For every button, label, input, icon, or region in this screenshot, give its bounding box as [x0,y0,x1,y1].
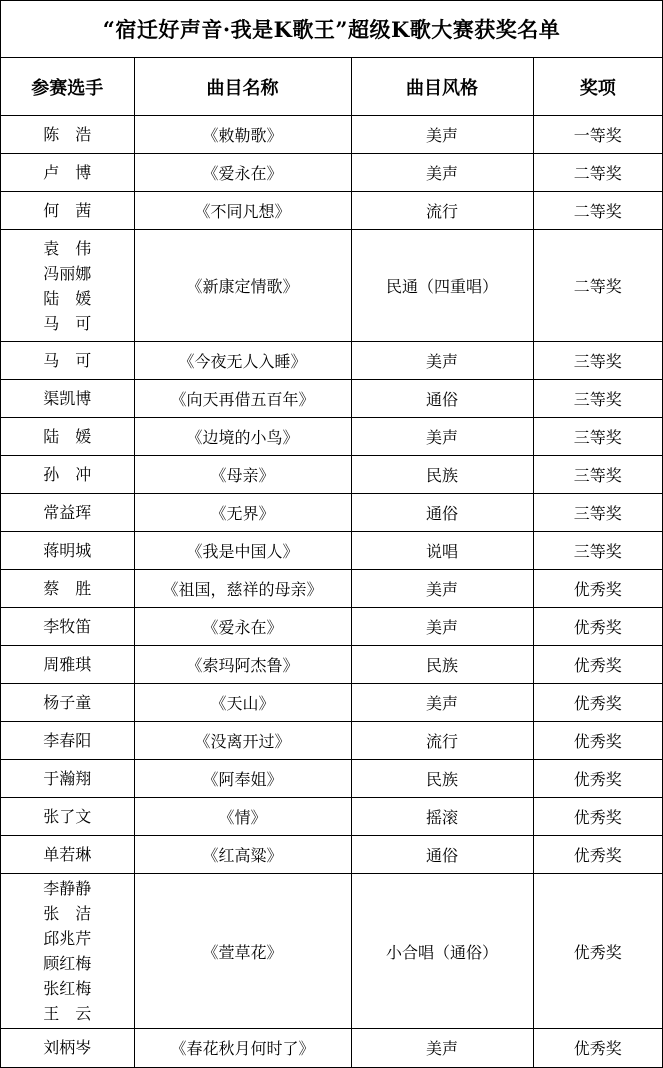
song-cell: 《边境的小鸟》 [134,418,351,456]
contestant-name: 杨子童 [43,693,92,712]
style-cell: 美声 [351,608,533,646]
contestant-cell [1,532,134,570]
style-cell: 美声 [351,116,533,154]
contestant-cell [1,646,134,684]
style-cell: 民通（四重唱） [351,230,533,342]
style-cell: 流行 [351,722,533,760]
style-cell: 说唱 [351,532,533,570]
award-cell: 三等奖 [533,342,662,380]
contestant-name: 李牧笛 [43,617,92,636]
contestant-name: 张 洁 [43,904,92,923]
table-row [1,570,662,608]
contestant-name: 单若琳 [43,845,92,864]
award-cell: 一等奖 [533,116,662,154]
table-row [1,684,662,722]
award-cell: 三等奖 [533,380,662,418]
song-cell: 《爱永在》 [134,608,351,646]
style-cell: 美声 [351,1029,533,1067]
header-song: 曲目名称 [134,58,351,116]
header-award: 奖项 [533,58,662,116]
contestant-name: 蔡 胜 [43,579,92,598]
style-cell: 通俗 [351,380,533,418]
contestant-name: 张了文 [43,807,92,826]
song-cell: 《我是中国人》 [134,532,351,570]
song-cell: 《新康定情歌》 [134,230,351,342]
song-cell: 《今夜无人入睡》 [134,342,351,380]
award-cell: 三等奖 [533,418,662,456]
song-cell: 《无界》 [134,494,351,532]
award-cell: 优秀奖 [533,608,662,646]
contestant-name: 李春阳 [43,731,92,750]
award-table [1,58,662,1067]
song-cell: 《红高粱》 [134,836,351,874]
contestant-cell [1,608,134,646]
style-cell: 美声 [351,154,533,192]
award-cell: 三等奖 [533,456,662,494]
song-cell: 《天山》 [134,684,351,722]
contestant-cell [1,798,134,836]
table-row [1,798,662,836]
award-cell: 二等奖 [533,230,662,342]
contestant-cell [1,116,134,154]
table-row [1,532,662,570]
contestant-cell [1,1029,134,1067]
contestant-cell [1,494,134,532]
table-row [1,1029,662,1067]
contestant-cell [1,836,134,874]
contestant-name: 何 茜 [43,201,92,220]
contestant-cell [1,570,134,608]
contestant-name: 常益珲 [43,503,92,522]
song-cell: 《索玛阿杰鲁》 [134,646,351,684]
award-cell: 三等奖 [533,494,662,532]
table-row [1,380,662,418]
table-row [1,722,662,760]
award-cell: 优秀奖 [533,1029,662,1067]
header-row [1,58,662,116]
style-cell: 小合唱（通俗） [351,874,533,1029]
award-cell: 三等奖 [533,532,662,570]
contestant-name: 马 可 [43,351,92,370]
header-style: 曲目风格 [351,58,533,116]
contestant-cell [1,684,134,722]
style-cell: 摇滚 [351,798,533,836]
table-row [1,116,662,154]
contestant-name: 于瀚翔 [43,769,92,788]
award-cell: 优秀奖 [533,570,662,608]
contestant-name: 周雅琪 [43,655,92,674]
song-cell: 《萱草花》 [134,874,351,1029]
table-row [1,608,662,646]
style-cell: 通俗 [351,494,533,532]
table-row [1,760,662,798]
table-row [1,874,662,1029]
table-row [1,418,662,456]
contestant-name: 袁 伟 [43,238,92,258]
award-cell: 优秀奖 [533,684,662,722]
award-cell: 优秀奖 [533,836,662,874]
contestant-name: 顾红梅 [43,954,92,973]
table-row [1,836,662,874]
contestant-name: 陆 媛 [43,427,92,446]
song-cell: 《敕勒歌》 [134,116,351,154]
contestant-cell [1,874,134,1029]
award-cell: 优秀奖 [533,722,662,760]
award-cell: 优秀奖 [533,874,662,1029]
contestant-cell [1,192,134,230]
contestant-cell [1,456,134,494]
table-body [1,116,662,1067]
contestant-name: 王 云 [43,1004,92,1023]
award-cell: 优秀奖 [533,798,662,836]
song-cell: 《阿奉姐》 [134,760,351,798]
contestant-name: 渠凯博 [43,389,92,408]
contestant-cell [1,230,134,342]
song-cell: 《爱永在》 [134,154,351,192]
contestant-name: 陈 浩 [43,125,92,144]
table-row [1,154,662,192]
table-row [1,192,662,230]
table-row [1,646,662,684]
contestant-cell [1,154,134,192]
contestant-name: 张红梅 [43,979,92,998]
contestant-cell [1,380,134,418]
song-cell: 《没离开过》 [134,722,351,760]
contestant-cell [1,760,134,798]
style-cell: 通俗 [351,836,533,874]
page-title: “宿迁好声音·我是K歌王”超级K歌大赛获奖名单 [1,1,662,58]
style-cell: 民族 [351,456,533,494]
style-cell: 美声 [351,418,533,456]
header-contestant: 参赛选手 [1,58,134,116]
contestant-name: 孙 冲 [43,465,92,484]
song-cell: 《春花秋月何时了》 [134,1029,351,1067]
contestant-name: 蒋明城 [43,541,92,560]
style-cell: 民族 [351,760,533,798]
award-cell: 二等奖 [533,192,662,230]
contestant-name: 李静静 [43,879,92,898]
style-cell: 流行 [351,192,533,230]
style-cell: 美声 [351,570,533,608]
table-row [1,494,662,532]
style-cell: 美声 [351,684,533,722]
table-row [1,456,662,494]
contestant-cell [1,722,134,760]
award-cell: 优秀奖 [533,646,662,684]
contestant-name: 马 可 [43,313,92,333]
table-row [1,342,662,380]
style-cell: 美声 [351,342,533,380]
contestant-cell [1,342,134,380]
contestant-name: 冯丽娜 [43,263,92,283]
song-cell: 《向天再借五百年》 [134,380,351,418]
song-cell: 《不同凡想》 [134,192,351,230]
contestant-name: 邱兆芹 [43,929,92,948]
style-cell: 民族 [351,646,533,684]
table-row [1,230,662,342]
contestant-cell [1,418,134,456]
contestant-name: 刘柄岑 [43,1038,92,1058]
award-cell: 优秀奖 [533,760,662,798]
contestant-name: 陆 媛 [43,288,92,308]
contestant-name: 卢 博 [43,163,92,182]
song-cell: 《情》 [134,798,351,836]
song-cell: 《祖国，慈祥的母亲》 [134,570,351,608]
award-cell: 二等奖 [533,154,662,192]
song-cell: 《母亲》 [134,456,351,494]
